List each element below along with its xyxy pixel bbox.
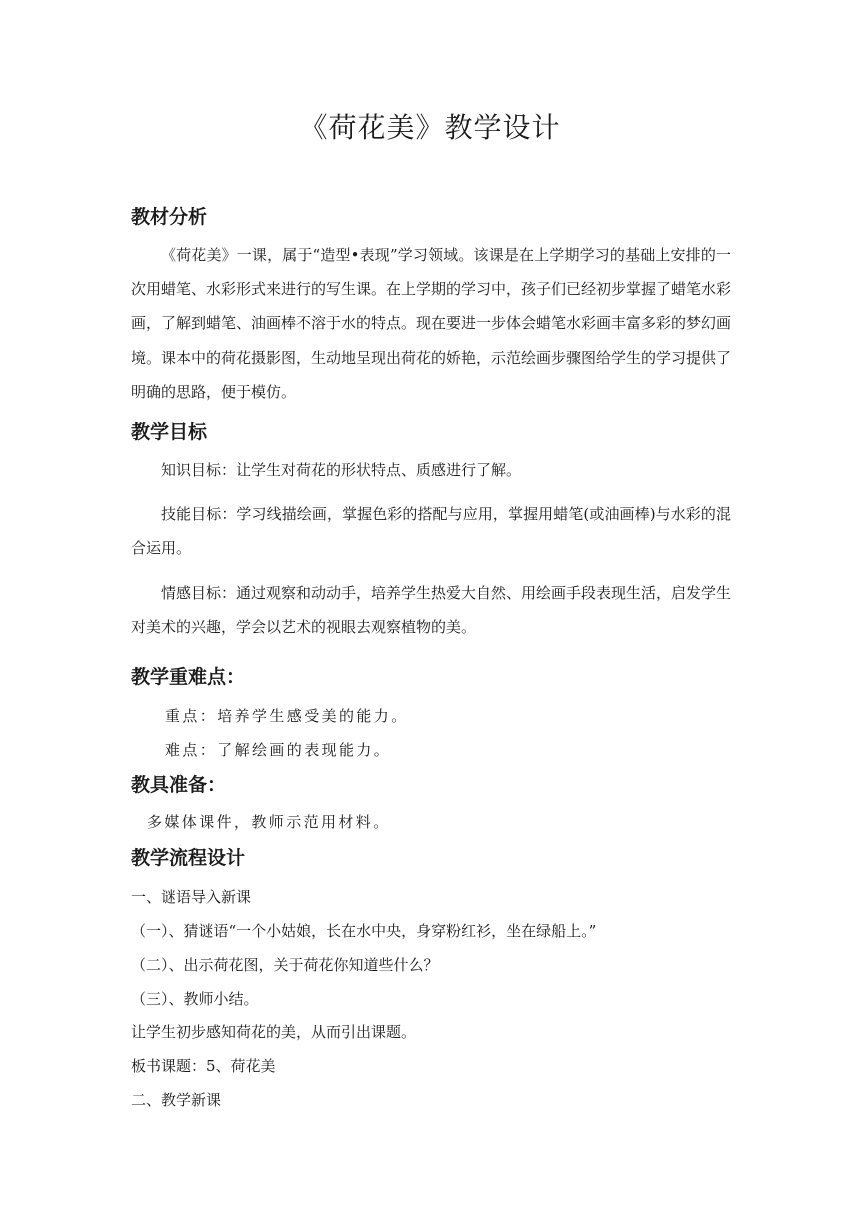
document-title: 《荷花美》教学设计 [299,111,561,144]
heading-key-points: 教学重难点： [131,666,246,688]
key-point-line: 重点：培养学生感受美的能力。 [165,707,409,725]
goal-knowledge: 知识目标：让学生对荷花的形状特点、质感进行了解。 [161,461,522,479]
goal-skill: 技能目标：学习线描绘画，掌握色彩的搭配与应用，掌握用蜡笔(或油画棒)与水彩的混合运用。 [131,505,731,558]
flow-line: （一）、猜谜语“一个小姑娘，长在水中央，身穿粉红衫，坐在绿船上。” [131,922,597,940]
goal-emotion: 情感目标：通过观察和动动手，培养学生热爱大自然、用绘画手段表现生活，启发学生对美术的兴趣，学会以艺术的视眼去观察植物的美。 [131,584,732,637]
heading-teaching-tools: 教具准备： [131,774,227,796]
flow-line: 板书课题：5、荷花美 [131,1057,276,1075]
flow-line: 让学生初步感知荷花的美，从而引出课题。 [131,1023,417,1041]
flow-line: 二、教学新课 [131,1091,222,1109]
material-analysis-paragraph: 《荷花美》一课，属于“造型•表现”学习领域。该课是在上学期学习的基础上安排的一次用蜡笔、水彩形式来进行的写生课。在上学期的学习中，孩子们已经初步掌握了蜡笔水彩画，了解到蜡笔、油画棒不溶于水的特点。现在要进一步体会蜡笔水彩画丰富多彩的梦幻画境。课本中的荷花摄影图，生动地呈现出荷花的娇艳，示范绘画步骤图给学生的学习提供了明确的思路，便于模仿。 [131,246,732,401]
heading-material-analysis: 教材分析 [131,206,208,228]
flow-line: （二）、出示荷花图，关于荷花你知道些什么？ [131,956,439,974]
flow-line: （三）、教师小结。 [131,990,259,1008]
difficult-point-line: 难点：了解绘画的表现能力。 [165,741,392,759]
heading-teaching-goals: 教学目标 [131,421,208,443]
heading-teaching-flow: 教学流程设计 [131,847,246,869]
teaching-tools-line: 多媒体课件，教师示范用材料。 [147,813,391,831]
flow-line: 一、谜语导入新课 [131,888,252,906]
